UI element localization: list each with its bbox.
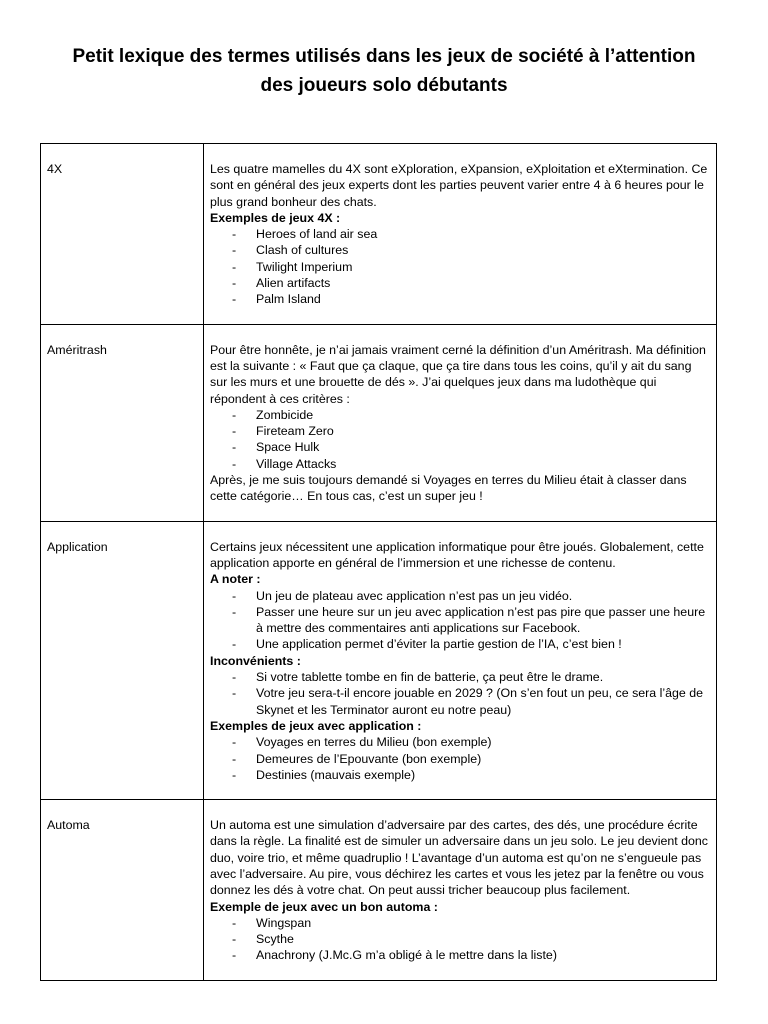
list-item: - Un jeu de plateau avec application n’est pas un jeu vidéo. [256,588,708,604]
section-heading: Exemples de jeux avec application : [210,718,422,733]
example-list [210,915,708,964]
example-list [210,407,708,472]
list-item: - Village Attacks [256,456,708,472]
list-item: - Space Hulk [256,439,708,455]
lexicon-definition [204,324,717,521]
lexicon-term: Automa [41,800,204,981]
list-item: - Alien artifacts [256,275,708,291]
definition-paragraph: Un automa est une simulation d’adversaire par des cartes, des dés, une procédure écrite dans la règle. La finalité est de simuler un adversaire dans un jeu solo. Le jeu devient donc duo, voire trio, et même quadruplio ! L’avantage d’un automa est qu’on ne s’engueule pas avec l’adversaire. Au pire, vous déchirez les cartes et vous les jetez par la fenêtre ou vous donnez les dés à votre chat. On peut aussi tricher beaucoup plus facilement. [210,818,709,898]
title-line-2: des joueurs solo débutants [260,75,508,96]
list-item: - Twilight Imperium [256,259,708,275]
section-heading: Exemple de jeux avec un bon automa : [210,899,438,914]
definition-paragraph: Les quatre mamelles du 4X sont eXploration, eXpansion, eXploitation et eXtermination. Ce sont en général des jeux experts dont les parties peuvent varier entre 4 à 6 heures pour le plus grand bonheur des chats. [210,162,708,209]
lexicon-table-body [41,144,717,981]
lexicon-term: 4X [41,144,204,325]
list-item: - Demeures de l’Epouvante (bon exemple) [256,751,708,767]
example-list [210,669,708,718]
list-item: - Une application permet d’éviter la partie gestion de l’IA, c’est bien ! [256,636,708,652]
lexicon-term: Application [41,521,204,799]
lexicon-table [40,143,717,981]
lexicon-row [41,800,717,981]
list-item: - Passer une heure sur un jeu avec application n’est pas pire que passer une heure à mettre des commentaires anti applications sur Facebook. [256,604,708,637]
section-heading: Exemples de jeux 4X : [210,210,341,225]
list-item: - Anachrony (J.Mc.G m’a obligé à le mettre dans la liste) [256,947,708,963]
list-item: - Fireteam Zero [256,423,708,439]
lexicon-row [41,144,717,325]
example-list [210,226,708,307]
list-item: - Heroes of land air sea [256,226,708,242]
lexicon-row [41,521,717,799]
lexicon-definition [204,521,717,799]
list-item: - Clash of cultures [256,242,708,258]
title-line-1: Petit lexique des termes utilisés dans les jeux de société à l’attention [72,46,696,67]
list-item: - Scythe [256,931,708,947]
list-item: - Votre jeu sera-t-il encore jouable en 2029 ? (On s’en fout un peu, ce sera l’âge de Skynet et les Terminator auront eu notre peau) [256,685,708,718]
section-heading: Inconvénients : [210,653,301,668]
definition-paragraph: Pour être honnête, je n’ai jamais vraiment cerné la définition d’un Améritrash. Ma définition est la suivante : « Faut que ça claque, que ça tire dans tous les coins, qu’il y ait du sang sur les murs et une brouette de dés ». J’ai quelques jeux dans ma ludothèque qui répondent à ces critères : [210,342,706,406]
list-item: - Voyages en terres du Milieu (bon exemple) [256,734,708,750]
list-item: - Destinies (mauvais exemple) [256,767,708,783]
example-list [210,588,708,653]
lexicon-term: Améritrash [41,324,204,521]
list-item: - Si votre tablette tombe en fin de batterie, ça peut être le drame. [256,669,708,685]
lexicon-row [41,324,717,521]
definition-paragraph: Après, je me suis toujours demandé si Voyages en terres du Milieu était à classer dans cette catégorie… En tous cas, c’est un super jeu ! [210,473,687,504]
section-heading: A noter : [210,572,261,587]
list-item: - Zombicide [256,407,708,423]
list-item: - Wingspan [256,915,708,931]
example-list [210,734,708,783]
document-title [40,42,728,100]
definition-paragraph: Certains jeux nécessitent une application informatique pour être joués. Globalement, cette application apporte en général de l’immersion et une richesse de contenu. [210,539,704,570]
lexicon-definition [204,144,717,325]
list-item: - Palm Island [256,291,708,307]
lexicon-definition [204,800,717,981]
